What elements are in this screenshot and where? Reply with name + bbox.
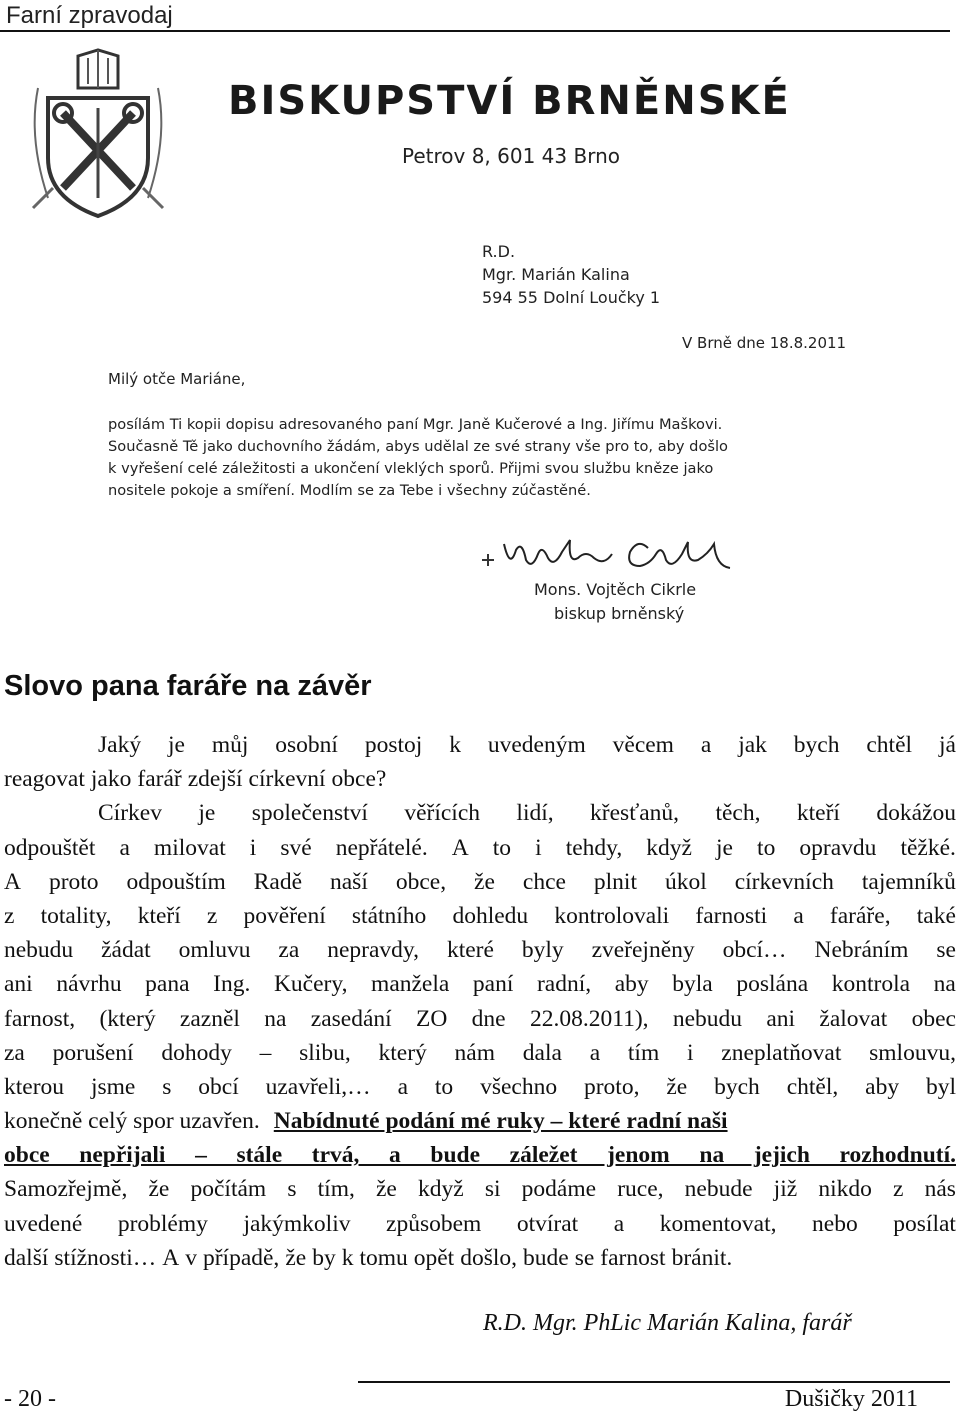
- word: že: [376, 1176, 397, 1203]
- recipient-block: [482, 240, 660, 309]
- author-signature: R.D. Mgr. PhLic Marián Kalina, farář: [483, 1310, 852, 1336]
- word: zveřejněny: [591, 937, 695, 964]
- article-line-bold: [4, 1138, 956, 1172]
- word: kteří: [796, 800, 840, 827]
- word: kontrola: [831, 971, 911, 998]
- word: je: [198, 800, 216, 827]
- word: manžela: [371, 971, 450, 998]
- article-line: [4, 728, 956, 762]
- word: všechno: [480, 1073, 558, 1100]
- word: odpouštím: [126, 868, 226, 895]
- word: poslána: [736, 971, 809, 998]
- signer-block: [534, 578, 696, 626]
- article-line: [4, 1172, 956, 1206]
- word: nebudu: [4, 937, 74, 964]
- word: aby: [865, 1073, 900, 1100]
- word: pana: [145, 971, 190, 998]
- article-line: [4, 1241, 956, 1275]
- word: již: [773, 1176, 798, 1203]
- word: za: [4, 1039, 25, 1066]
- word: dokážou: [876, 800, 956, 827]
- word: tím,: [317, 1176, 355, 1203]
- word: se: [936, 937, 956, 964]
- word: farář: [137, 766, 182, 793]
- word: který: [378, 1039, 427, 1066]
- word: a: [589, 1039, 601, 1066]
- word: a: [793, 902, 804, 929]
- word: a: [397, 1073, 409, 1100]
- word: tomu: [359, 1244, 408, 1271]
- word: dohody: [161, 1039, 232, 1066]
- word: došlo,: [460, 1244, 518, 1271]
- word: nepravdy,: [327, 937, 419, 964]
- word: smlouvu,: [869, 1039, 956, 1066]
- word: plnit: [593, 868, 637, 895]
- word: že: [474, 868, 495, 895]
- recipient-line: Mgr. Marián Kalina: [482, 265, 630, 284]
- article-text: konečně celý spor uzavřen.: [4, 1108, 260, 1135]
- word: nebude: [684, 1176, 753, 1203]
- word: si: [484, 1176, 501, 1203]
- article-line: [4, 1002, 956, 1036]
- word: počítám: [190, 1176, 267, 1203]
- word: zasedání: [310, 1005, 392, 1032]
- word: za: [278, 937, 300, 964]
- word: Kučery,: [273, 971, 348, 998]
- word: posílat: [893, 1210, 956, 1237]
- word: žádat: [101, 937, 151, 964]
- word: kteří: [137, 902, 181, 929]
- word: zazněl: [179, 1005, 240, 1032]
- footer-rule: [358, 1381, 950, 1383]
- letter-line: posílám Ti kopii dopisu adresovaného paní Mgr. Janě Kučerové a Ing. Jiřímu Maškovi.: [108, 416, 723, 433]
- word: 22.08.2011),: [529, 1005, 649, 1032]
- word: –: [259, 1039, 272, 1066]
- word: slibu,: [299, 1039, 351, 1066]
- word: těch,: [715, 800, 761, 827]
- article-line: [4, 1036, 956, 1070]
- word: kontrolovali: [554, 902, 670, 929]
- word: otvírat: [516, 1210, 579, 1237]
- word: na: [264, 1005, 287, 1032]
- word: obcí: [198, 1073, 239, 1100]
- article-line-mixed: [4, 1104, 956, 1138]
- word: když: [418, 1176, 464, 1203]
- article-body: [4, 728, 956, 1275]
- word: osobní: [275, 732, 338, 758]
- word: obce?: [331, 766, 387, 793]
- word: omluvu: [178, 937, 251, 964]
- word: dohledu: [452, 902, 529, 929]
- word: totality,: [40, 902, 112, 929]
- word: z: [892, 1176, 904, 1203]
- newsletter-title: Farní zpravodaj: [6, 2, 173, 29]
- word: A: [162, 1244, 180, 1271]
- word: dne: [471, 1005, 506, 1032]
- word: ZO: [416, 1005, 448, 1032]
- word: obec: [911, 1005, 956, 1032]
- word: Ing.: [213, 971, 251, 998]
- word: proto: [48, 868, 99, 895]
- word: postoj: [364, 732, 423, 758]
- word: Jaký: [98, 732, 142, 758]
- article-line: [4, 762, 956, 796]
- word: byly: [521, 937, 564, 964]
- word: žalovat: [819, 1005, 888, 1032]
- article-line: [4, 967, 956, 1001]
- word: farnosti: [695, 902, 768, 929]
- letter-line: nositele pokoje a smíření. Modlím se za Tebe i všechny zúčastěné.: [108, 482, 591, 499]
- word: křesťanů,: [590, 800, 680, 827]
- word: farnost: [600, 1244, 666, 1271]
- word: způsobem: [386, 1210, 482, 1237]
- page-number: - 20 -: [4, 1386, 56, 1412]
- word: bych: [714, 1073, 760, 1100]
- word: A: [451, 834, 469, 861]
- word: zneplatňovat: [721, 1039, 842, 1066]
- word: faráře,: [829, 902, 891, 929]
- letterhead-address: Petrov 8, 601 43 Brno: [402, 144, 620, 168]
- word: úkol: [664, 868, 707, 895]
- word: radní,: [536, 971, 592, 998]
- word: a: [700, 732, 712, 758]
- word: těžké.: [900, 834, 956, 861]
- word: společenství: [251, 800, 368, 827]
- word: to: [434, 1073, 454, 1100]
- word: dala: [522, 1039, 562, 1066]
- issue-name: Dušičky 2011: [784, 1386, 918, 1412]
- word: uvedené: [4, 1210, 83, 1237]
- signer-title: biskup brněnský: [554, 604, 685, 623]
- word: porušení: [52, 1039, 134, 1066]
- header-rule: [0, 30, 950, 32]
- word: nebo: [812, 1210, 858, 1237]
- word: opět: [413, 1244, 455, 1271]
- word: obce,: [395, 868, 447, 895]
- word: že: [285, 1244, 307, 1271]
- word: kterou: [4, 1073, 65, 1100]
- word: své: [280, 834, 312, 861]
- word: komentovat,: [659, 1210, 777, 1237]
- article-line: [4, 1207, 956, 1241]
- word: se: [574, 1244, 595, 1271]
- signer-name: Mons. Vojtěch Cikrle: [534, 580, 697, 599]
- word: tím: [627, 1039, 660, 1066]
- word: (který: [99, 1005, 156, 1032]
- word: k: [341, 1244, 354, 1271]
- word: Církev: [98, 800, 162, 827]
- word: Nebráním: [814, 937, 909, 964]
- word: i: [249, 834, 257, 861]
- letter-salutation: Milý otče Mariáne,: [108, 370, 246, 388]
- word: i: [535, 834, 542, 861]
- word: na: [933, 971, 956, 998]
- article-line: [4, 796, 956, 830]
- word: také: [916, 902, 956, 929]
- word: je: [167, 732, 185, 758]
- word: odpouštět: [4, 834, 96, 861]
- word: A: [4, 868, 21, 895]
- article-line: [4, 865, 956, 899]
- word: bránit.: [671, 1244, 733, 1271]
- word: když: [646, 834, 692, 861]
- word: s: [162, 1073, 172, 1100]
- word: které: [446, 937, 494, 964]
- word: ruce,: [617, 1176, 664, 1203]
- word: další: [4, 1244, 49, 1271]
- word: milovat: [153, 834, 226, 861]
- word: to: [757, 834, 776, 861]
- word: věcem: [612, 732, 674, 758]
- word: bude: [523, 1244, 569, 1271]
- word: to: [492, 834, 512, 861]
- recipient-line: 594 55 Dolní Loučky 1: [482, 288, 661, 307]
- article-line: [4, 1070, 956, 1104]
- word: naší: [330, 868, 368, 895]
- word: problémy: [117, 1210, 208, 1237]
- word: tehdy,: [565, 834, 623, 861]
- word: návrhu: [56, 971, 122, 998]
- word: lidí,: [516, 800, 554, 827]
- letter-body: [108, 414, 888, 502]
- word: k: [449, 732, 461, 758]
- article-line: [4, 899, 956, 933]
- word: i: [687, 1039, 694, 1066]
- word: chtěl: [866, 732, 913, 758]
- word: jak: [738, 732, 767, 758]
- word: případě,: [202, 1244, 280, 1271]
- word: je: [716, 834, 733, 861]
- word: že: [148, 1176, 170, 1203]
- letter-date: V Brně dne 18.8.2011: [682, 334, 847, 352]
- letter-line: k vyřešení celé záležitosti a ukončení vleklých sporů. Přijmi svou službu kněze jako: [108, 460, 714, 477]
- word: můj: [211, 732, 249, 758]
- word: s: [287, 1176, 297, 1203]
- word: ani: [4, 971, 33, 998]
- word: v: [185, 1244, 197, 1271]
- word: z: [4, 902, 15, 929]
- word: věřících: [404, 800, 481, 827]
- word: aby: [614, 971, 649, 998]
- word: státního: [351, 902, 427, 929]
- word: nám: [454, 1039, 496, 1066]
- word: že: [666, 1073, 688, 1100]
- word: podáme: [521, 1176, 597, 1203]
- highlighted-text: Nabídnuté podání mé ruky – které radní naši: [273, 1108, 728, 1135]
- word: nepřátelé.: [335, 834, 428, 861]
- word: byl: [925, 1073, 956, 1100]
- word: zdejší: [187, 766, 243, 793]
- word: Samozřejmě,: [4, 1176, 128, 1203]
- word: farnost,: [4, 1005, 76, 1032]
- word: byla: [672, 971, 713, 998]
- word: bych: [793, 732, 840, 758]
- word: já: [938, 732, 956, 758]
- word: a: [119, 834, 130, 861]
- letter-line: Současně Tě jako duchovního žádám, abys udělal ze své strany vše pro to, aby došlo: [108, 438, 728, 455]
- word: pověření: [243, 902, 326, 929]
- word: reagovat: [4, 766, 85, 793]
- word: jako: [90, 766, 132, 793]
- highlighted-text: obce nepřijali – stále trvá, a bude záležet jenom na jejich rozhodnutí.: [4, 1142, 956, 1169]
- word: z: [206, 902, 218, 929]
- word: nikdo: [818, 1176, 872, 1203]
- word: tajemníků: [861, 868, 956, 895]
- word: obcí…: [722, 937, 787, 964]
- word: a: [613, 1210, 625, 1237]
- article-heading: Slovo pana faráře na závěr: [4, 670, 372, 702]
- word: proto,: [583, 1073, 640, 1100]
- word: ani: [766, 1005, 796, 1032]
- word: chtěl,: [786, 1073, 839, 1100]
- word: chce: [522, 868, 566, 895]
- word: by: [312, 1244, 336, 1271]
- word: církevních: [734, 868, 834, 895]
- word: církevní: [248, 766, 326, 793]
- word: stížnosti…: [54, 1244, 157, 1271]
- word: nebudu: [672, 1005, 743, 1032]
- handwritten-signature-icon: [478, 530, 748, 580]
- diocese-crest-icon: [18, 48, 178, 228]
- word: paní: [472, 971, 514, 998]
- word: jakýmkoliv: [243, 1210, 351, 1237]
- word: uzavřeli,…: [265, 1073, 371, 1100]
- word: jsme: [90, 1073, 136, 1100]
- letterhead: BISKUPSTVÍ BRNĚNSKÉ: [228, 78, 791, 124]
- word: Radě: [253, 868, 303, 895]
- word: opravdu: [799, 834, 877, 861]
- recipient-line: R.D.: [482, 242, 516, 261]
- word: uvedeným: [487, 732, 586, 758]
- article-line: [4, 933, 956, 967]
- article-line: [4, 831, 956, 865]
- word: nás: [924, 1176, 956, 1203]
